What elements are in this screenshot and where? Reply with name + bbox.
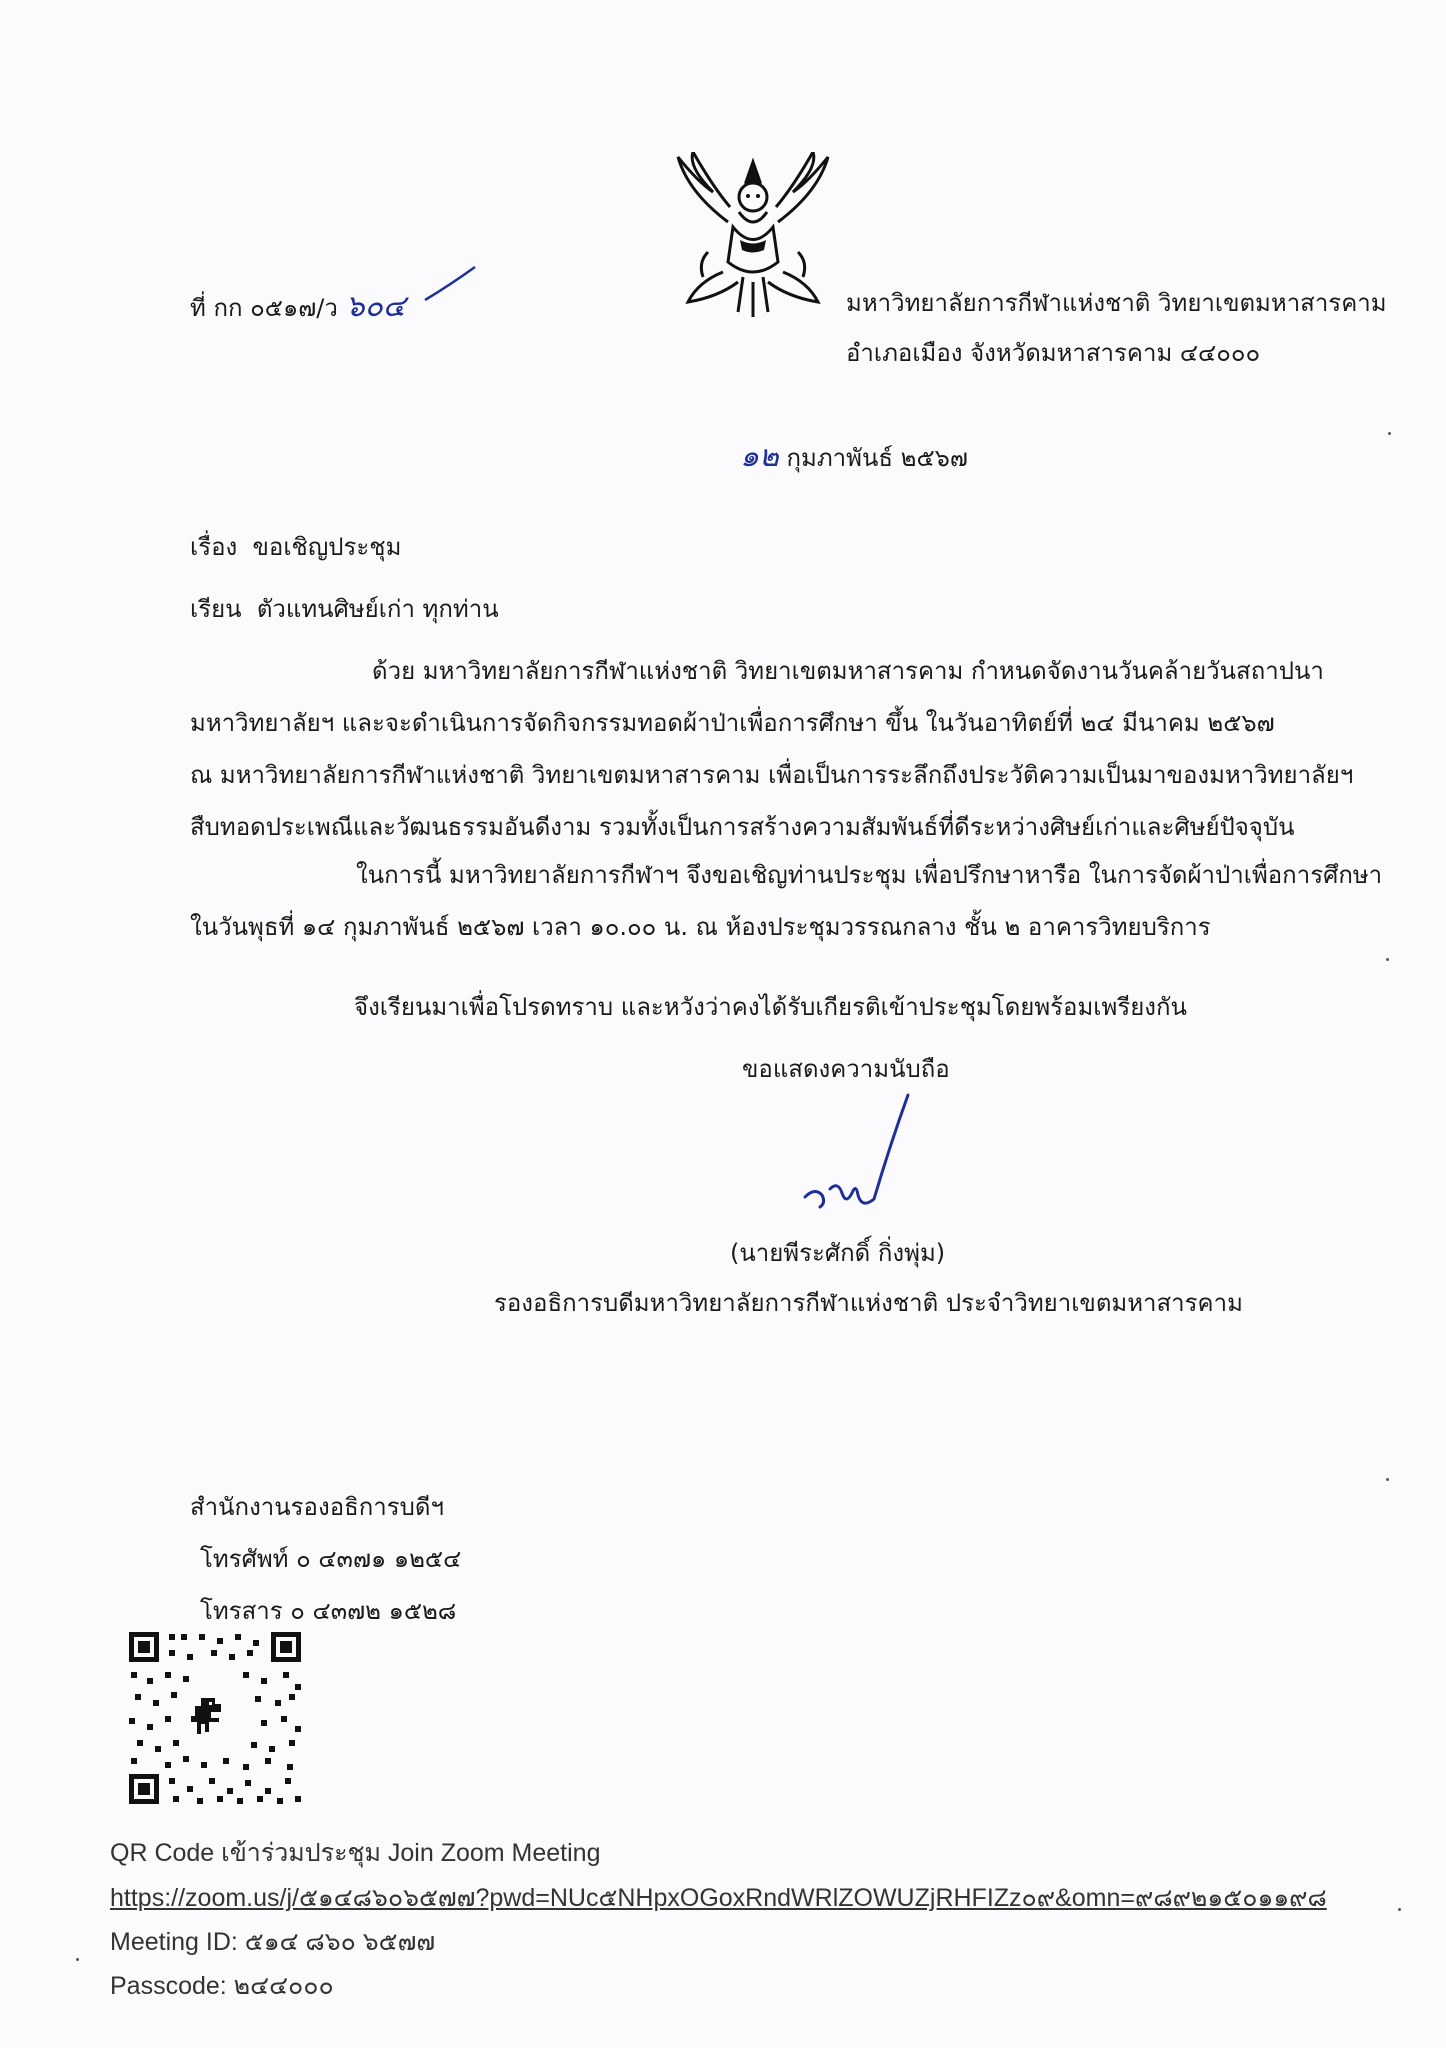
date-month-year: กุมภาพันธ์ ๒๕๖๗: [786, 444, 968, 472]
body-paragraph-1-line-1: ด้วย มหาวิทยาลัยการกีฬาแห่งชาติ วิทยาเขตมหาสารคาม กำหนดจัดงานวันคล้ายวันสถาปนา: [372, 657, 1324, 685]
subject-text: ขอเชิญประชุม: [252, 533, 402, 561]
zoom-meeting-link[interactable]: https://zoom.us/j/๕๑๔๘๖๐๖๕๗๗?pwd=NUc๕NHpxOGoxRndWRlZOWUZjRHFIZz๐๙&omn=๙๘๙๒๑๕๐๑๑๙๘: [110, 1884, 1327, 1912]
qr-caption: QR Code เข้าร่วมประชุม Join Zoom Meeting: [110, 1839, 601, 1867]
reference-handwritten-number: ๖๐๔: [345, 289, 406, 324]
reference-number: [190, 290, 406, 325]
reference-flourish: [420, 265, 480, 305]
organization-line-2: อำเภอเมือง จังหวัดมหาสารคาม ๔๔๐๐๐: [846, 339, 1261, 367]
reference-prefix: ที่ กก ๐๕๑๗/ว: [190, 294, 338, 322]
body-paragraph-1-line-3: ณ มหาวิทยาลัยการกีฬาแห่งชาติ วิทยาเขตมหาสารคาม เพื่อเป็นการระลึกถึงประวัติความเป็นมาของมหาวิทยาลัยฯ: [190, 761, 1354, 789]
body-paragraph-3: จึงเรียนมาเพื่อโปรดทราบ และหวังว่าคงได้รับเกียรติเข้าประชุมโดยพร้อมเพรียงกัน: [354, 993, 1187, 1021]
scan-speck: [1388, 432, 1391, 435]
zoom-passcode: Passcode: ๒๔๔๐๐๐: [110, 1972, 334, 2000]
body-paragraph-1-line-2: มหาวิทยาลัยฯ และจะดำเนินการจัดกิจกรรมทอดผ้าป่าเพื่อการศึกษา ขึ้น ในวันอาทิตย์ที่ ๒๔ มีนาคม ๒๕๖๗: [190, 709, 1275, 737]
scan-speck: [1398, 1908, 1401, 1911]
recipient-line: [190, 592, 499, 626]
organization-line-1: มหาวิทยาลัยการกีฬาแห่งชาติ วิทยาเขตมหาสารคาม: [846, 289, 1387, 317]
signatory-position: รองอธิการบดีมหาวิทยาลัยการกีฬาแห่งชาติ ประจำวิทยาเขตมหาสารคาม: [494, 1289, 1243, 1317]
signatory-name: (นายพีระศักดิ์ กิ่งพุ่ม): [730, 1239, 946, 1267]
body-paragraph-2-line-2: ในวันพุธที่ ๑๔ กุมภาพันธ์ ๒๕๖๗ เวลา ๑๐.๐๐ น. ณ ห้องประชุมวรรณกลาง ชั้น ๒ อาคารวิทยบริการ: [190, 913, 1211, 941]
scan-speck: [76, 1958, 79, 1961]
office-fax: โทรสาร ๐ ๔๓๗๒ ๑๕๒๘: [200, 1597, 457, 1625]
zoom-qr-code[interactable]: [125, 1628, 305, 1808]
recipient-label: เรียน: [190, 595, 242, 623]
zoom-meeting-id: Meeting ID: ๕๑๔ ๘๖๐ ๖๕๗๗: [110, 1928, 436, 1956]
scan-speck: [1386, 958, 1389, 961]
subject-label: เรื่อง: [190, 533, 238, 561]
scan-speck: [1386, 1478, 1389, 1481]
body-paragraph-1-line-4: สืบทอดประเพณีและวัฒนธรรมอันดีงาม รวมทั้งเป็นการสร้างความสัมพันธ์ที่ดีระหว่างศิษย์เก่าและศิษย์ปัจจุบัน: [190, 813, 1295, 841]
handwritten-signature: [790, 1085, 930, 1225]
office-phone: โทรศัพท์ ๐ ๔๓๗๑ ๑๒๕๔: [200, 1545, 462, 1573]
document-date: [740, 440, 968, 475]
subject-line: [190, 530, 401, 564]
recipient-text: ตัวแทนศิษย์เก่า ทุกท่าน: [256, 595, 499, 623]
garuda-emblem: [668, 152, 838, 322]
date-day-handwritten: ๑๒: [740, 439, 779, 474]
office-name: สำนักงานรองอธิการบดีฯ: [190, 1493, 444, 1521]
body-paragraph-2-line-1: ในการนี้ มหาวิทยาลัยการกีฬาฯ จึงขอเชิญท่านประชุม เพื่อปรึกษาหารือ ในการจัดผ้าป่าเพื่อการศึกษา: [356, 861, 1383, 889]
closing-regards: ขอแสดงความนับถือ: [742, 1055, 950, 1083]
